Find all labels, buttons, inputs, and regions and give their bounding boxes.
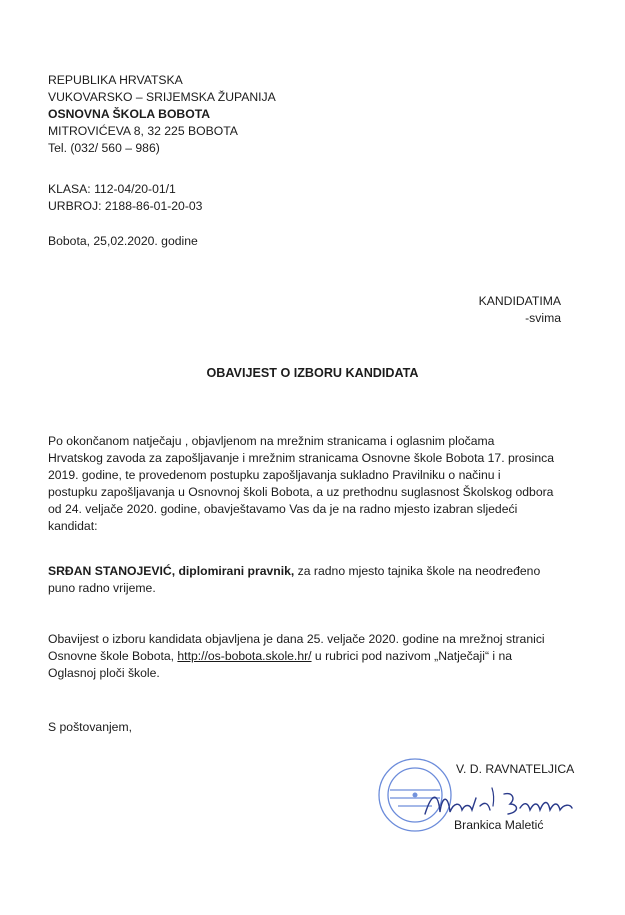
recipient-subline: -svima (525, 311, 561, 325)
reference-numbers (48, 181, 202, 215)
publication-notice (48, 631, 545, 682)
body-line: Hrvatskog zavoda za zapošljavanje i mrežnim stranicama Osnovne škole Bobota 17. prosinca (48, 451, 555, 465)
signatory-title: V. D. RAVNATELJICA (456, 762, 575, 776)
header-county: VUKOVARSKO – SRIJEMSKA ŽUPANIJA (48, 90, 276, 104)
candidate-position-cont: puno radno vrijeme. (48, 581, 156, 595)
document-title: OBAVIJEST O IZBORU KANDIDATA (206, 366, 419, 380)
body-line: 2019. godine, te provedenom postupku zapošljavanja sukladno Pravilniku o načinu i (48, 468, 501, 482)
closing-salutation: S poštovanjem, (48, 720, 133, 734)
date-line: Bobota, 25,02.2020. godine (48, 234, 198, 248)
signature-block (370, 750, 575, 850)
klasa: KLASA: 112-04/20-01/1 (48, 182, 176, 196)
body-line: postupku zapošljavanja u Osnovnoj školi Bobota, a uz prethodnu suglasnost Školskog odbora (48, 485, 554, 499)
header-address: MITROVIĆEVA 8, 32 225 BOBOTA (48, 124, 238, 138)
urbroj: URBROJ: 2188-86-01-20-03 (48, 199, 203, 213)
candidate-name: SRĐAN STANOJEVIĆ, diplomirani pravnik, (48, 564, 295, 578)
header-school-name: OSNOVNA ŠKOLA BOBOTA (48, 107, 211, 121)
school-website-link[interactable]: http://os-bobota.skole.hr/ (177, 649, 312, 663)
publication-line-3: Oglasnoj ploči škole. (48, 666, 160, 680)
body-line: kandidat: (48, 519, 98, 533)
body-line: Po okončanom natječaju , objavljenom na mrežnim stranicama i oglasnim pločama (48, 434, 495, 448)
recipient-block (420, 293, 561, 327)
selected-candidate (48, 563, 540, 597)
header-country: REPUBLIKA HRVATSKA (48, 73, 183, 87)
body-paragraph (48, 433, 554, 535)
recipient-line: KANDIDATIMA (478, 294, 561, 308)
publication-line-2 (48, 648, 545, 665)
body-line: od 24. veljače 2020. godine, obavještavamo Vas da je na radno mjesto izabran sljedeći (48, 502, 518, 516)
signatory-name: Brankica Maletić (454, 818, 544, 832)
publication-text: Osnovne škole Bobota, (48, 649, 178, 663)
candidate-position: za radno mjesto tajnika škole na neodređeno (297, 564, 541, 578)
publication-line: Obavijest o izboru kandidata objavljena je dana 25. veljače 2020. godine na mrežnoj stranici (48, 632, 545, 646)
school-header (48, 72, 276, 157)
publication-text: u rubrici pod nazivom „Natječaji“ i na (311, 649, 513, 663)
selected-line (48, 563, 540, 580)
header-phone: Tel. (032/ 560 – 986) (48, 141, 160, 155)
